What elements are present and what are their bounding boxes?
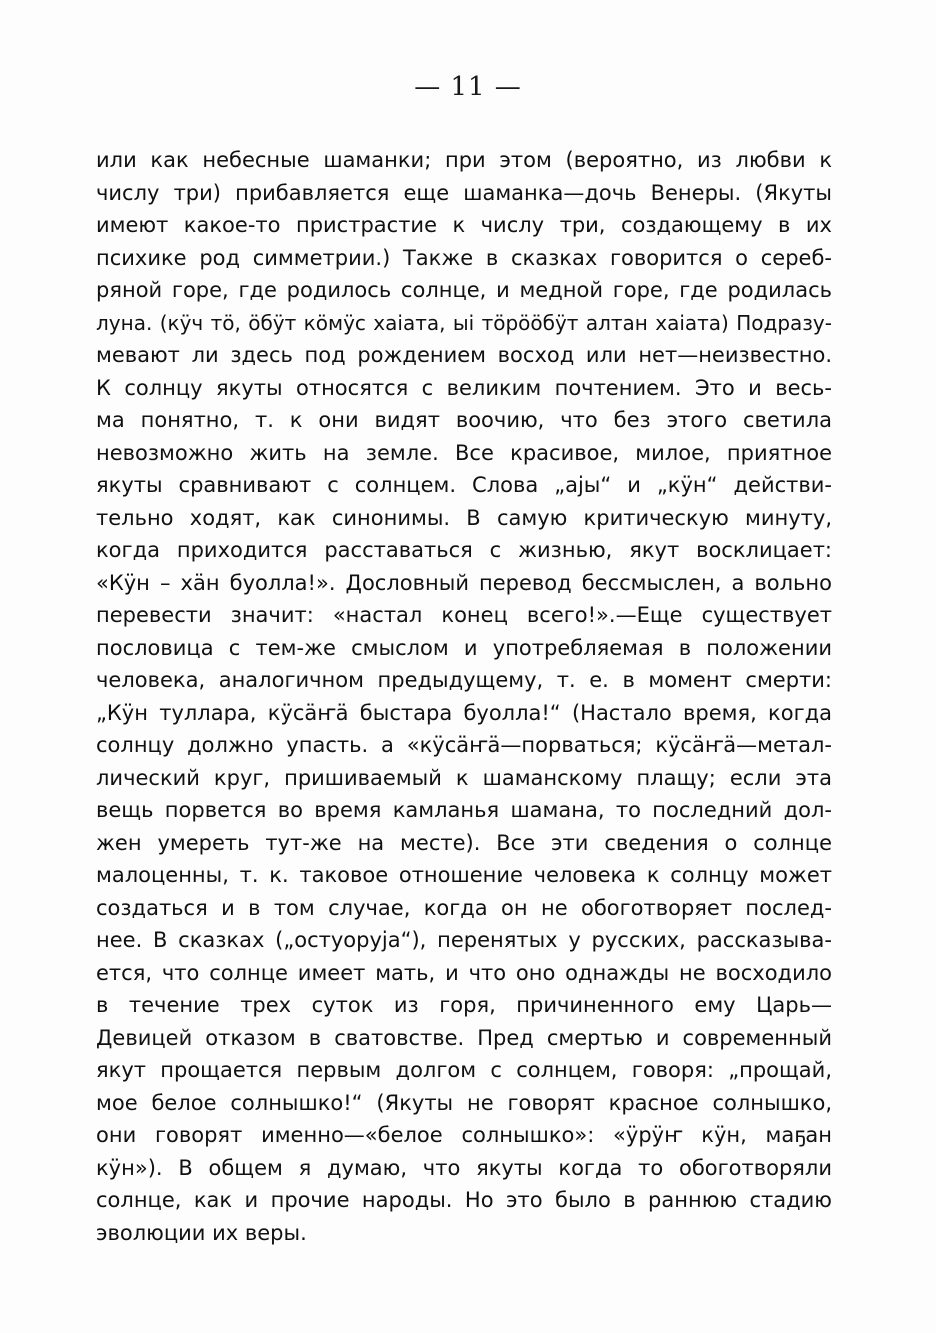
text-line: жен умереть тут-же на месте). Все эти сведения о солнце <box>96 830 832 855</box>
text-line: К солнцу якуты относятся с великим почтением. Это и весь- <box>96 375 832 400</box>
text-line: солнце, как и прочие народы. Но это было в раннюю стадию <box>96 1188 832 1212</box>
text-line: в течение трех суток из горя, причиненного ему Царь— <box>96 993 832 1017</box>
text-line: создаться и в том случае, когда он не обоготворяет послед- <box>96 895 832 920</box>
text-line: ма понятно, т. к они видят воочию, что без этого светила <box>96 408 832 432</box>
text-line: ется, что солнце имеет мать, и что оно однажды не восходило <box>96 960 832 985</box>
text-line: кÿн»). В общем я думаю, что якуты когда то обоготворяли <box>96 1155 832 1180</box>
text-line: они говорят именно—«белое солнышко»: «ÿрÿҥ кÿн, маҕан <box>96 1123 832 1147</box>
text-line: человека, аналогичном предыдущему, т. е. в момент смерти: <box>96 668 832 692</box>
text-line: тельно ходят, как синонимы. В самую критическую минуту, <box>96 505 832 530</box>
text-line: ряной горе, где родилось солнце, и медной горе, где родилась <box>96 278 832 302</box>
text-line: мое белое солнышко!“ (Якуты не говорят красное солнышко, <box>96 1090 832 1115</box>
page-number: — 11 — <box>414 72 522 102</box>
text-line: имеют какое-то пристрастие к числу три, создающему в их <box>96 213 832 237</box>
text-line: якуты сравнивают с солнцем. Слова „аjы“ и „кÿн“ действи- <box>96 473 832 497</box>
body-text <box>96 144 832 1249</box>
text-line: «Кÿн – хäн буолла!». Дословный перевод бессмыслен, а вольно <box>96 570 832 595</box>
text-line: числу три) прибавляется еще шаманка—дочь Венеры. (Якуты <box>96 180 832 205</box>
text-line: когда приходится расставаться с жизнью, якут восклицает: <box>96 538 832 562</box>
text-line: пословица с тем-же смыслом и употребляемая в положении <box>96 635 832 660</box>
text-line: или как небесные шаманки; при этом (вероятно, из любви к <box>96 148 832 172</box>
text-line: перевести значит: «настал конец всего!».—Еще существует <box>96 603 832 627</box>
text-line: невозможно жить на земле. Все красивое, милое, приятное <box>96 440 832 465</box>
text-line: нее. В сказках („остуоруjа“), перенятых у русских, рассказыва- <box>96 928 832 952</box>
text-line: лический круг, пришиваемый к шаманскому плащу; если эта <box>96 765 832 790</box>
text-line: Девицей отказом в сватовстве. Пред смертью и современный <box>96 1025 832 1050</box>
text-line: якут прощается первым долгом с солнцем, говоря: „прощай, <box>96 1058 832 1082</box>
text-line: психике род симметрии.) Также в сказках говорится о сереб- <box>96 245 832 270</box>
text-line: вещь порвется во время камланья шамана, то последний дол- <box>96 798 832 822</box>
text-line: солнцу должно упасть. а «кÿсäҥä—порваться; кÿсäҥä—метал- <box>96 733 832 757</box>
text-line: „Кÿн туллара, кÿсäҥä быстара буолла!“ (Настало время, когда <box>96 700 832 725</box>
text-line: малоценны, т. к. таковое отношение человека к солнцу может <box>96 863 832 887</box>
text-line: эволюции их веры. <box>96 1220 307 1245</box>
text-line: луна. (кÿч тö, öбÿт кöмÿс хаiата, ыi тöрööбÿт алтан хаiата) Подразу- <box>96 310 832 335</box>
text-line: мевают ли здесь под рождением восход или нет—неизвестно. <box>96 343 832 367</box>
